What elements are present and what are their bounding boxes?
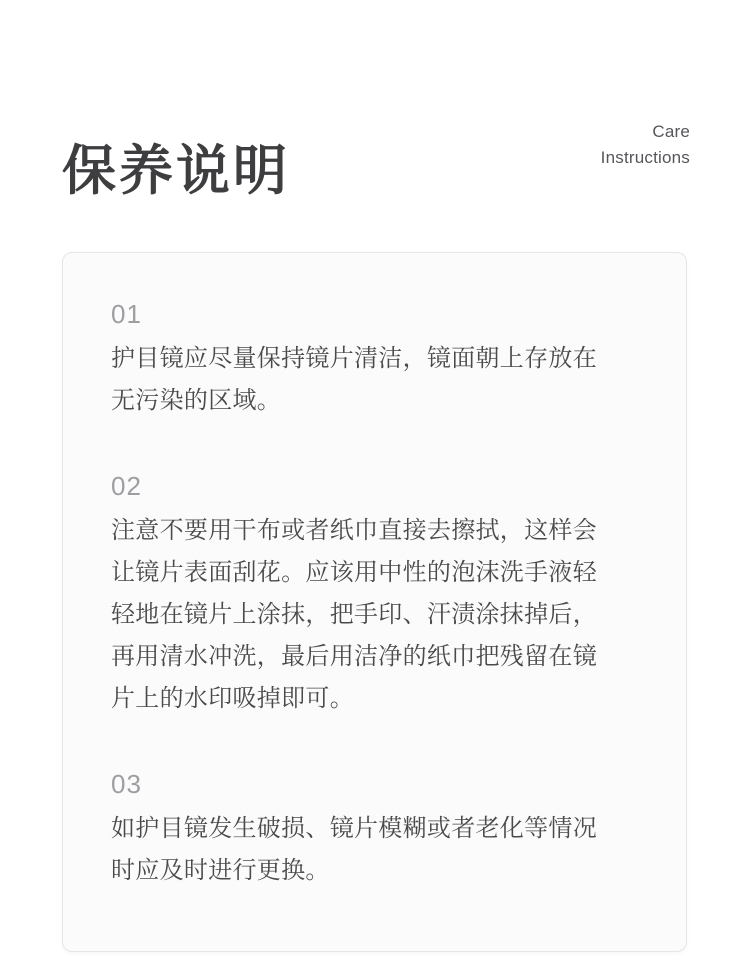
page-subtitle-line1: Care xyxy=(652,122,690,141)
section-number: 01 xyxy=(111,299,142,329)
section-number: 02 xyxy=(111,471,142,501)
care-section-01 xyxy=(111,300,638,422)
care-instructions-card xyxy=(62,252,687,952)
page-subtitle-line2: Instructions xyxy=(600,148,690,167)
section-number: 03 xyxy=(111,769,142,799)
section-text: 注意不要用干布或者纸巾直接去擦拭，这样会让镜片表面刮花。应该用中性的泡沫洗手液轻轻地在镜片上涂抹，把手印、汗渍涂抹掉后，再用清水冲洗，最后用洁净的纸巾把残留在镜片上的水印吸掉即可。 xyxy=(111,517,597,712)
section-text: 护目镜应尽量保持镜片清洁，镜面朝上存放在无污染的区域。 xyxy=(111,345,597,414)
care-section-03 xyxy=(111,770,638,892)
page-title: 保养说明 xyxy=(62,141,290,202)
section-text: 如护目镜发生破损、镜片模糊或者老化等情况时应及时进行更换。 xyxy=(111,815,597,884)
care-section-02 xyxy=(111,472,638,720)
page-subtitle xyxy=(601,119,690,171)
